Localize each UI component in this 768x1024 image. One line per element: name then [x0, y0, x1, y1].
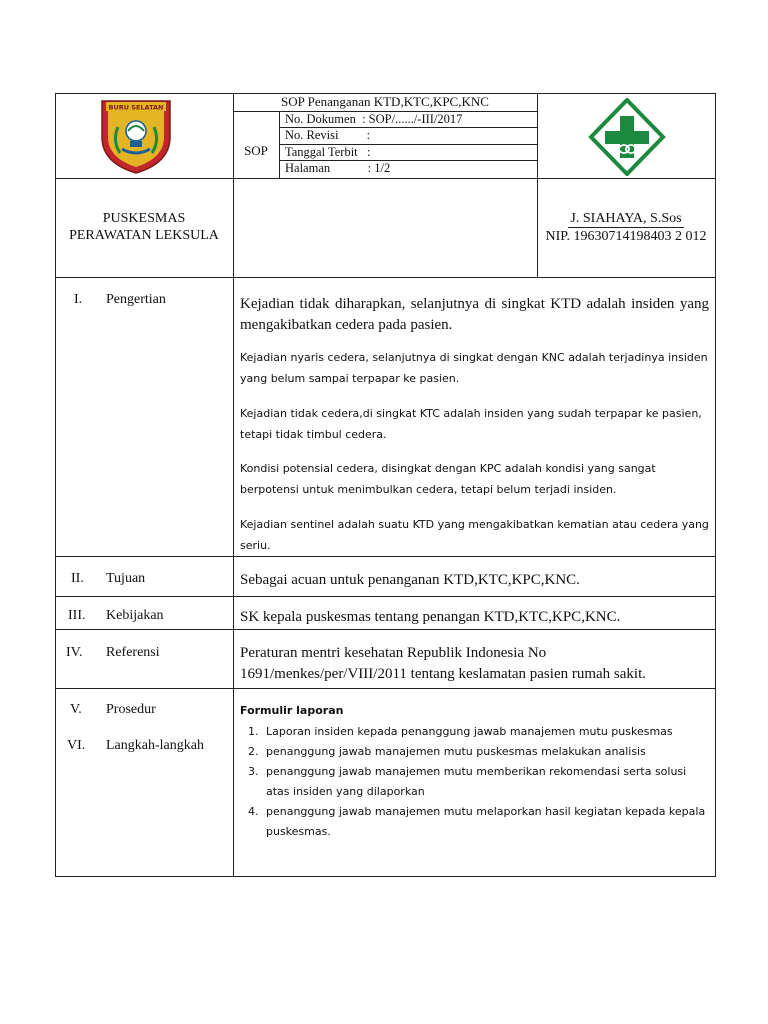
- buru-selatan-logo: [96, 97, 176, 175]
- section-number-1: I.: [74, 292, 83, 307]
- tanggal-terbit: Tanggal Terbit :: [285, 145, 371, 159]
- section-number-3: III.: [68, 608, 86, 623]
- halaman: Halaman : 1/2: [285, 161, 391, 175]
- sop-label: SOP: [244, 143, 268, 158]
- langkah-step: 3. penanggung jawab manajemen mutu memberikan rekomendasi serta solusi atas insiden yang dilaporkan: [262, 762, 712, 802]
- section-label-tujuan: Tujuan: [106, 571, 146, 586]
- section-label-prosedur: Prosedur: [106, 702, 156, 717]
- institution-name: [55, 210, 233, 244]
- signer-block: [537, 210, 715, 245]
- section-label-kebijakan: Kebijakan: [106, 608, 164, 623]
- section-number-5: V.: [70, 702, 82, 717]
- pengertian-ktd: Kejadian tidak diharapkan, selanjutnya di singkat KTD adalah insiden yang mengakibatkan cedera pada pasien.: [240, 296, 709, 333]
- no-dokumen: No. Dokumen : SOP/....../-III/2017: [285, 112, 463, 126]
- pengertian-ktc: Kejadian tidak cedera,di singkat KTC adalah insiden yang sudah terpapar ke pasien, tetapi tidak timbul cedera.: [240, 407, 702, 441]
- institution-line-2: PERAWATAN LEKSULA: [69, 228, 219, 243]
- signer-nip: NIP. 19630714198403 2 012: [545, 229, 707, 244]
- pengertian-knc: Kejadian nyaris cedera, selanjutnya di singkat dengan KNC adalah terjadinya insiden yang belum sampai terpapar ke pasien.: [240, 351, 708, 385]
- langkah-step: 1. Laporan insiden kepada penanggung jawab manajemen mutu puskesmas: [262, 722, 712, 742]
- referensi-text: Peraturan mentri kesehatan Republik Indonesia No 1691/menkes/per/VIII/2011 tentang keslamatan pasien rumah sakit.: [240, 645, 646, 682]
- langkah-step: 4. penanggung jawab manajemen mutu melaporkan hasil kegiatan kepada kepala puskesmas.: [262, 802, 712, 842]
- langkah-list: [216, 722, 712, 842]
- pengertian-kpc: Kondisi potensial cedera, disingkat dengan KPC adalah kondisi yang sangat berpotensi untuk menimbulkan cedera, tetapi belum terjadi insiden.: [240, 462, 656, 496]
- prosedur-text: Formulir laporan: [240, 704, 344, 717]
- section-number-2: II.: [71, 571, 84, 586]
- section-number-6: VI.: [67, 738, 86, 753]
- section-label-pengertian: Pengertian: [106, 292, 166, 307]
- signer-name: J. SIAHAYA, S.Sos: [570, 211, 682, 226]
- institution-line-1: PUSKESMAS: [102, 211, 186, 226]
- sop-title: SOP Penanganan KTD,KTC,KPC,KNC: [281, 94, 489, 109]
- puskesmas-logo: [587, 98, 667, 176]
- langkah-step: 2. penanggung jawab manajemen mutu puskesmas melakukan analisis: [262, 742, 712, 762]
- pengertian-sentinel: Kejadian sentinel adalah suatu KTD yang mengakibatkan kematian atau cedera yang seriu.: [240, 518, 709, 552]
- section-number-4: IV.: [66, 645, 83, 660]
- logo-text: BURU SELATAN: [108, 103, 164, 112]
- section-label-langkah: Langkah-langkah: [106, 738, 204, 753]
- kebijakan-text: SK kepala puskesmas tentang penangan KTD,KTC,KPC,KNC.: [240, 609, 621, 625]
- no-revisi: No. Revisi :: [285, 128, 371, 142]
- tujuan-text: Sebagai acuan untuk penanganan KTD,KTC,KPC,KNC.: [240, 572, 580, 588]
- section-label-referensi: Referensi: [106, 645, 160, 660]
